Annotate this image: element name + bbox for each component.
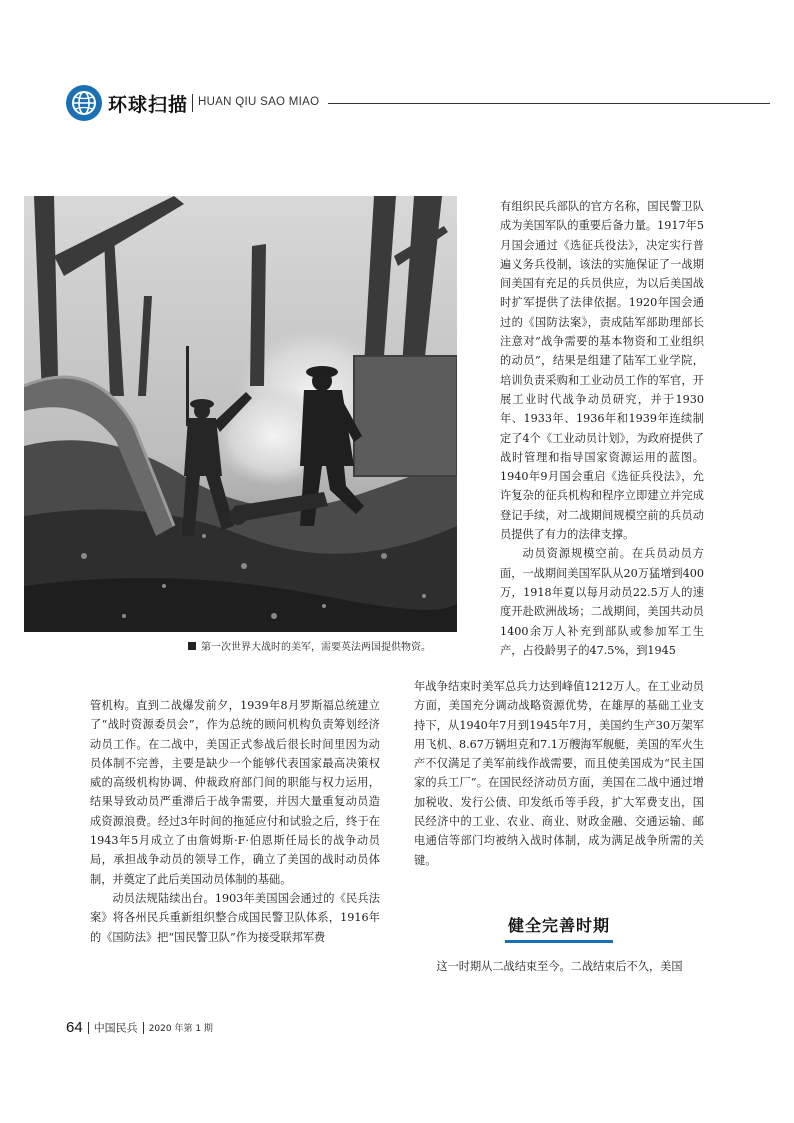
body-column-left (90, 696, 380, 947)
caption-square-icon (188, 642, 196, 650)
photo-caption (188, 638, 468, 653)
header-rule (328, 103, 770, 104)
page-number: 64 (66, 1019, 83, 1036)
body-column-right-top (500, 197, 704, 660)
header-divider (192, 94, 193, 112)
issue-label: 2020 年第 1 期 (148, 1024, 213, 1034)
globe-icon (66, 85, 102, 121)
footer-divider (88, 1022, 89, 1034)
paragraph: 这一时期从二战结束至今。二战结束后不久，美国 (436, 960, 683, 973)
caption-text: 第一次世界大战时的美军，需要英法两国提供物资。 (201, 642, 431, 653)
page-footer (66, 1017, 213, 1037)
body-column-right-bottom (414, 677, 704, 870)
paragraph: 年战争结束时美军总兵力达到峰值1212万人。在工业动员方面，美国充分调动战略资源优势，在雄厚的基础工业支持下，从1940年7月到1945年7月，美国约生产30万架军用飞机、8.67万辆坦克和7.1万艘海军舰艇，美国的军火生产不仅满足了美军前线作战需要，而且使美国成为“民主国家的兵工厂”。在国民经济动员方面，美国在二战中通过增加税收、发行公债、印发纸币等手段，扩大军费支出，国民经济中的工业、农业、商业、财政金融、交通运输、邮电通信等部门均被纳入战时体制，成为满足战争所需的关键。 (414, 680, 704, 867)
magazine-name: 中国民兵 (93, 1021, 138, 1035)
paragraph: 有组织民兵部队的官方名称，国民警卫队成为美国军队的重要后备力量。1917年5月国会通过《选征兵役法》，决定实行普遍义务兵役制，该法的实施保证了一战期间美国有充足的兵员供应，为以后美国战时扩军提供了法律依据。1920年国会通过的《国防法案》，责成陆军部助理部长注意对“战争需要的基本物资和工业组织的动员”，结果是组建了陆军工业学院，培训负责采购和工业动员工作的军官，开展工业时代战争动员研究，并于1930年、1933年、1936年和1939年连续制定了4个《工业动员计划》，为政府提供了战时管理和指导国家资源运用的蓝图。1940年9月国会重启《选征兵役法》，允许复杂的征兵机构和程序立即建立并完成登记手续，对二战期间规模空前的兵员动员提供了有力的法律支撑。 (500, 200, 704, 542)
subheading (505, 913, 613, 943)
paragraph: 动员资源规模空前。在兵员动员方面，一战期间美国军队从20万猛增到400万，1918年夏以每月动员22.5万人的速度开赴欧洲战场；二战期间，美国共动员1400余万人补充到部队或参加军工生产，占役龄男子的47.5%，到1945 (500, 547, 704, 657)
footer-divider (143, 1022, 144, 1034)
paragraph: 动员法规陆续出台。1903年美国国会通过的《民兵法案》将各州民兵重新组织整合成国民警卫队体系，1916年的《国防法》把“国民警卫队”作为接受联邦军费 (90, 891, 380, 944)
paragraph: 管机构。直到二战爆发前夕，1939年8月罗斯福总统建立了“战时资源委员会”，作为总统的顾问机构负责筹划经济动员工作。在二战中，美国正式参战后很长时间里因为动员体制不完善，主要是缺少一个能够代表国家最高决策权威的高级机构协调、仲裁政府部门间的职能与权力运用，结果导致动员严重滞后于战争需要，并因大量重复动员造成资源浪费。经过3年时间的拖延应付和试验之后，终于在1943年5月成立了由詹姆斯·F·伯恩斯任局长的战争动员局，承担战争动员的领导工作，确立了美国的战时动员体制，并奠定了此后美国动员体制的基础。 (90, 699, 380, 886)
body-column-right-final (414, 957, 704, 976)
subheading-text: 健全完善时期 (507, 916, 610, 935)
section-title: 环球扫描 (108, 94, 189, 116)
subheading-underline (505, 940, 613, 943)
ww1-soldiers-photo (24, 196, 457, 632)
section-pinyin: HUAN QIU SAO MIAO (198, 96, 320, 108)
section-header (66, 84, 770, 122)
